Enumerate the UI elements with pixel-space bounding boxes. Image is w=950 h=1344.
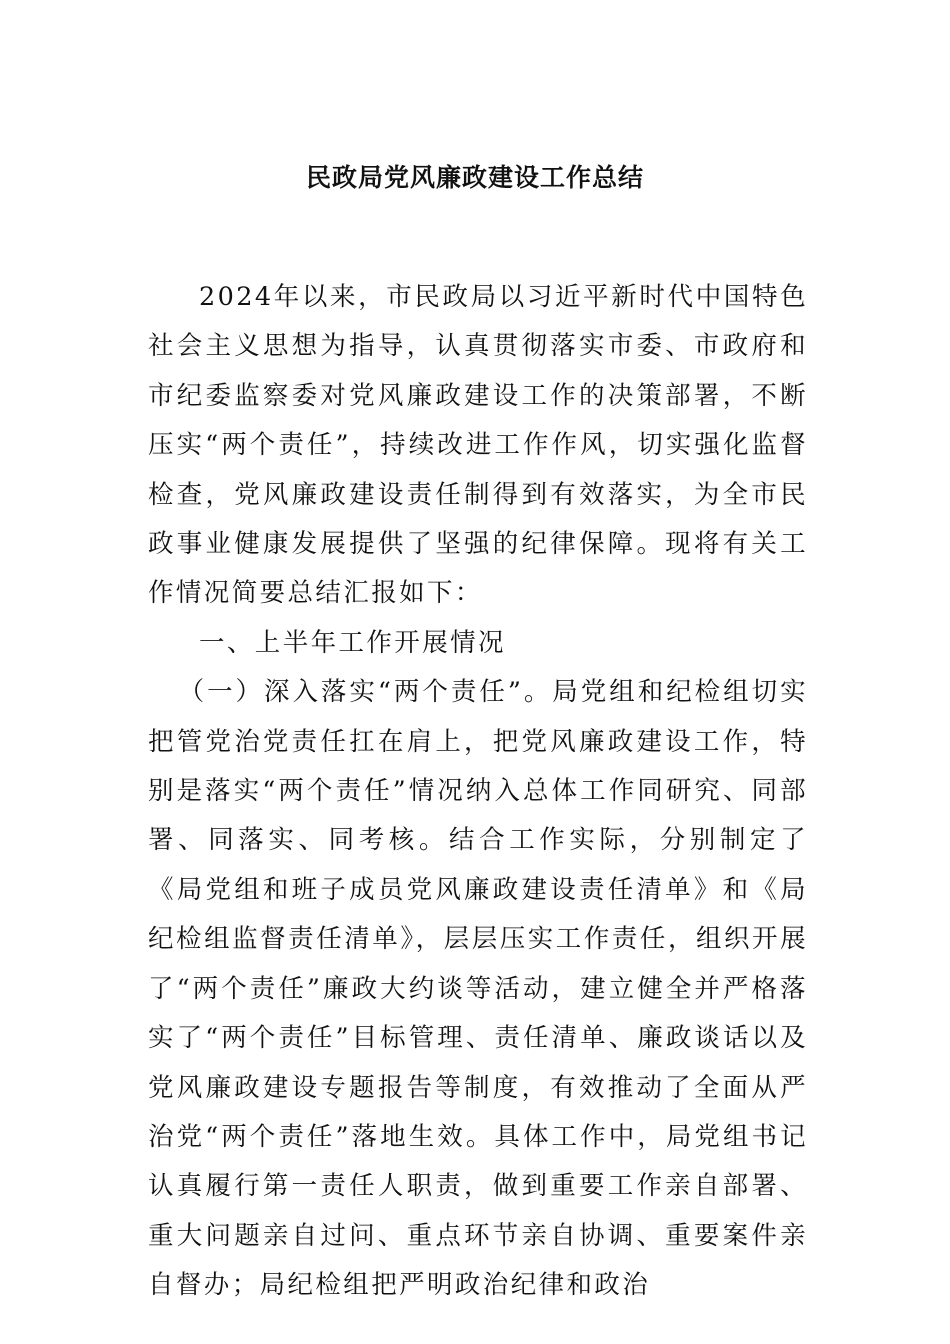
intro-paragraph: 2024年以来，市民政局以习近平新时代中国特色社会主义思想为指导，认真贯彻落实市委、市政府和市纪委监察委对党风廉政建设工作的决策部署，不断压实“两个责任”，持续改进工作作风，切实强化监督检查，党风廉政建设责任制得到有效落实，为全市民政事业健康发展提供了坚强的纪律保障。现将有关工作情况简要总结汇报如下： <box>148 282 808 609</box>
subsection-paragraph: （一）深入落实“两个责任”。局党组和纪检组切实把管党治党责任扛在肩上，把党风廉政建设工作，特别是落实“两个责任”情况纳入总体工作同研究、同部署、同落实、同考核。结合工作实际，分别制定了《局党组和班子成员党风廉政建设责任清单》和《局纪检组监督责任清单》，层层压实工作责任，组织开展了“两个责任”廉政大约谈等活动，建立健全并严格落实了“两个责任”目标管理、责任清单、廉政谈话以及党风廉政建设专题报告等制度，有效推动了全面从严治党“两个责任”落地生效。具体工作中，局党组书记认真履行第一责任人职责，做到重要工作亲自部署、重大问题亲自过问、重点环节亲自协调、重要案件亲自督办；局纪检组把严明政治纪律和政治 <box>148 677 808 1301</box>
document-body <box>148 273 808 1311</box>
document-title: 民政局党风廉政建设工作总结 <box>305 163 644 192</box>
section-heading: 一、上半年工作开展情况 <box>199 627 506 658</box>
